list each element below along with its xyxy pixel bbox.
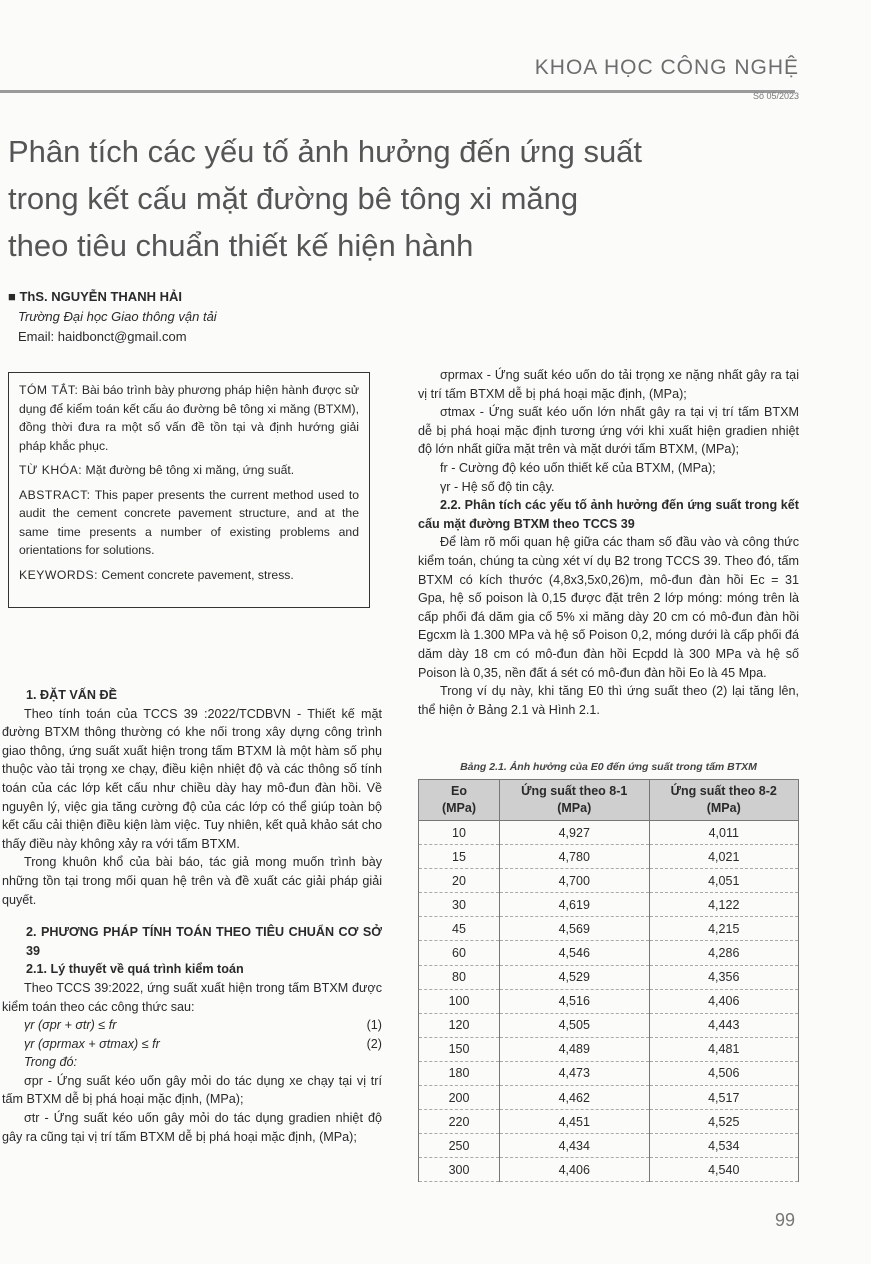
section-header: KHOA HỌC CÔNG NGHỆ [534,56,799,79]
table-cell: 4,451 [500,1110,650,1134]
table-row [419,917,799,941]
table-body [419,821,799,1182]
table-cell: 4,286 [649,941,799,965]
table-cell: 4,406 [500,1158,650,1182]
table-cell: 4,529 [500,965,650,989]
paragraph: σtr - Ứng suất kéo uốn gây mỏi do tác dụng gradien nhiệt độ gây ra cũng tại vị trí tấm BTXM dễ bị phá hoại mặc định, (MPa); [2,1111,382,1144]
table-cell: 4,021 [649,845,799,869]
author-name: ■ ThS. NGUYỄN THANH HẢI [8,289,182,304]
page-number: 99 [774,1210,795,1230]
title-line: Phân tích các yếu tố ảnh hưởng đến ứng suất [8,134,643,169]
where-label: Trong đó: [24,1055,77,1070]
formula-2: γr (σprmax + σtmax) ≤ fr (2) [24,1036,382,1051]
table-cell: 4,489 [500,1037,650,1061]
paragraph: γr - Hệ số độ tin cậy. [440,479,555,494]
abstract-box [8,372,370,608]
table-cell: 4,356 [649,965,799,989]
table-cell: 150 [419,1037,500,1061]
table-cell: 4,481 [649,1037,799,1061]
keywords-vi: TỪ KHÓA: Mặt đường bê tông xi măng, ứng suất. [19,463,295,477]
table-cell: 180 [419,1061,500,1085]
table-row [419,1086,799,1110]
table-cell: 4,505 [500,1013,650,1037]
table-row [419,941,799,965]
data-table [418,779,799,1182]
table-cell: 4,700 [500,869,650,893]
table-cell: 45 [419,917,500,941]
column-header: Eo (MPa) [419,780,500,821]
table-row [419,989,799,1013]
table-cell: 220 [419,1110,500,1134]
table-cell: 20 [419,869,500,893]
paragraph: σpr - Ứng suất kéo uốn gây mỏi do tác dụng xe chạy tại vị trí tấm BTXM dễ bị phá hoại mặc định, (MPa); [2,1073,382,1107]
left-column [2,686,382,1146]
table-row [419,1037,799,1061]
table-cell: 80 [419,965,500,989]
table-cell: 4,517 [649,1086,799,1110]
title-line: trong kết cấu mặt đường bê tông xi măng [8,181,579,216]
table-cell: 4,927 [500,821,650,845]
paragraph: Trong khuôn khổ của bài báo, tác giả mong muốn trình bày những tồn tại trong mối quan hệ trên và đề xuất các giải pháp giải quyết. [2,855,382,907]
paragraph: Theo TCCS 39:2022, ứng suất xuất hiện trong tấm BTXM được kiểm toán theo các công thức sau: [2,980,382,1014]
formula-1: γr (σpr + σtr) ≤ fr (1) [24,1018,382,1033]
table-cell: 200 [419,1086,500,1110]
table-row [419,1110,799,1134]
table-row [419,821,799,845]
table-cell: 4,215 [649,917,799,941]
table-row [419,869,799,893]
table-cell: 4,540 [649,1158,799,1182]
table-cell: 120 [419,1013,500,1037]
column-header: Ứng suất theo 8-1 (MPa) [500,780,650,821]
heading-1: 1. ĐẶT VẤN ĐỀ [26,688,117,702]
table-row [419,1013,799,1037]
table-cell: 4,406 [649,989,799,1013]
paragraph: Trong ví dụ này, khi tăng E0 thì ứng suất theo (2) lại tăng lên, thể hiện ở Bảng 2.1 và Hình 2.1. [418,684,799,717]
right-column [418,366,799,719]
table-cell: 4,569 [500,917,650,941]
table-row [419,965,799,989]
table-cell: 30 [419,893,500,917]
author-affiliation: Trường Đại học Giao thông vận tải [18,309,217,324]
title-line: theo tiêu chuẩn thiết kế hiện hành [8,228,474,263]
table-cell: 4,051 [649,869,799,893]
table-cell: 4,516 [500,989,650,1013]
table-cell: 4,011 [649,821,799,845]
table-cell: 4,443 [649,1013,799,1037]
author-block [8,287,217,347]
table-header-row [419,780,799,821]
table-cell: 60 [419,941,500,965]
table-cell: 4,546 [500,941,650,965]
table-cell: 4,462 [500,1086,650,1110]
table-cell: 4,619 [500,893,650,917]
paragraph: σtmax - Ứng suất kéo uốn lớn nhất gây ra tại vị trí tấm BTXM dễ bị phá hoại mặc định tương ứng với khi xuất hiện gradien nhiệt độ lớn nhất giữa mặt trên và mặt dưới tấm BTXM, (MPa); [418,405,799,457]
table-row [419,893,799,917]
table-cell: 4,122 [649,893,799,917]
abstract-en: ABSTRACT: This paper presents the current method used to audit the cement concrete pavement structure, and at the same time presents a number of existing problems and orientations for solutions. [19,487,359,557]
table-cell: 10 [419,821,500,845]
abstract-vi: TÓM TẮT: Bài báo trình bày phương pháp hiện hành được sử dụng để kiểm toán kết cấu áo đường bê tông xi măng (BTXM), đồng thời đưa ra một số vấn đề tồn tại và định hướng giải pháp khắc phục. [19,383,359,453]
issue-number: Số 05/2023 [752,91,799,101]
header-rule [0,90,795,93]
table-row [419,1061,799,1085]
table-cell: 4,506 [649,1061,799,1085]
paragraph: σprmax - Ứng suất kéo uốn do tải trọng xe nặng nhất gây ra tại vị trí tấm BTXM dễ bị phá hoại mặc định, (MPa); [418,368,799,401]
table-cell: 4,434 [500,1134,650,1158]
table-cell: 4,780 [500,845,650,869]
author-email: Email: haidbonct@gmail.com [18,329,187,344]
table-cell: 4,534 [649,1134,799,1158]
heading-2-1: 2.1. Lý thuyết về quá trình kiểm toán [26,962,244,977]
table-cell: 100 [419,989,500,1013]
article-title [8,128,688,269]
paragraph: fr - Cường độ kéo uốn thiết kế của BTXM, (MPa); [440,460,716,475]
paragraph: Theo tính toán của TCCS 39 :2022/TCDBVN - Thiết kế mặt đường BTXM thông thường có khe nối trong xây dựng công trình giao thông, ứng suất xuất hiện trong tấm BTXM là một hàm số phụ thuộc vào tải trọng xe chạy, điều kiện nhiệt độ và các thông số tính toán của các lớp kết cấu như chiều dày hay mô-đun đàn hồi. Về nguyên lý, việc gia tăng cường độ của các lớp có thể giúp toàn bộ kết cấu cải thiện điều kiện làm việc. Tuy nhiên, kết quả khảo sát cho thấy điều này không xảy ra với tấm BTXM. [2,706,382,851]
table-caption: Bảng 2.1. Ảnh hưởng của E0 đến ứng suất trong tấm BTXM [460,761,757,773]
keywords-en: KEYWORDS: Cement concrete pavement, stress. [19,567,294,582]
table-cell: 250 [419,1134,500,1158]
table-row [419,1158,799,1182]
heading-2-2: 2.2. Phân tích các yếu tố ảnh hưởng đến ứng suất trong kết cấu mặt đường BTXM theo TCCS 39 [418,498,799,531]
table-cell: 4,525 [649,1110,799,1134]
heading-2: 2. PHƯƠNG PHÁP TÍNH TOÁN THEO TIÊU CHUẨN CƠ SỞ 39 [26,925,382,958]
table-cell: 4,473 [500,1061,650,1085]
table-cell: 300 [419,1158,500,1182]
column-header: Ứng suất theo 8-2 (MPa) [649,780,799,821]
paragraph: Để làm rõ mối quan hệ giữa các tham số đầu vào và công thức kiểm toán, chúng ta cùng xét ví dụ B2 trong TCCS 39. Theo đó, tấm BTXM có kích thước (4,8x3,5x0,26)m, mô-đun đàn hồi Ec = 31 Gpa, hệ số poison là 0,15 được đặt trên 2 lớp móng: móng trên là cấp phối đá dăm gia cố 5% xi măng dày 20 cm có mô-đun đàn hồi Egcxm là 1.300 MPa và hệ số Poison 0,2, móng dưới là cấp phối đá dăm dày 18 cm có mô-đun đàn hồi Ecpdd là 300 MPa và hệ số Poison là 0,35, nền đất á sét có mô-đun đàn hồi Eo là 45 Mpa. [418,535,799,680]
table-cell: 15 [419,845,500,869]
table-row [419,845,799,869]
table-row [419,1134,799,1158]
